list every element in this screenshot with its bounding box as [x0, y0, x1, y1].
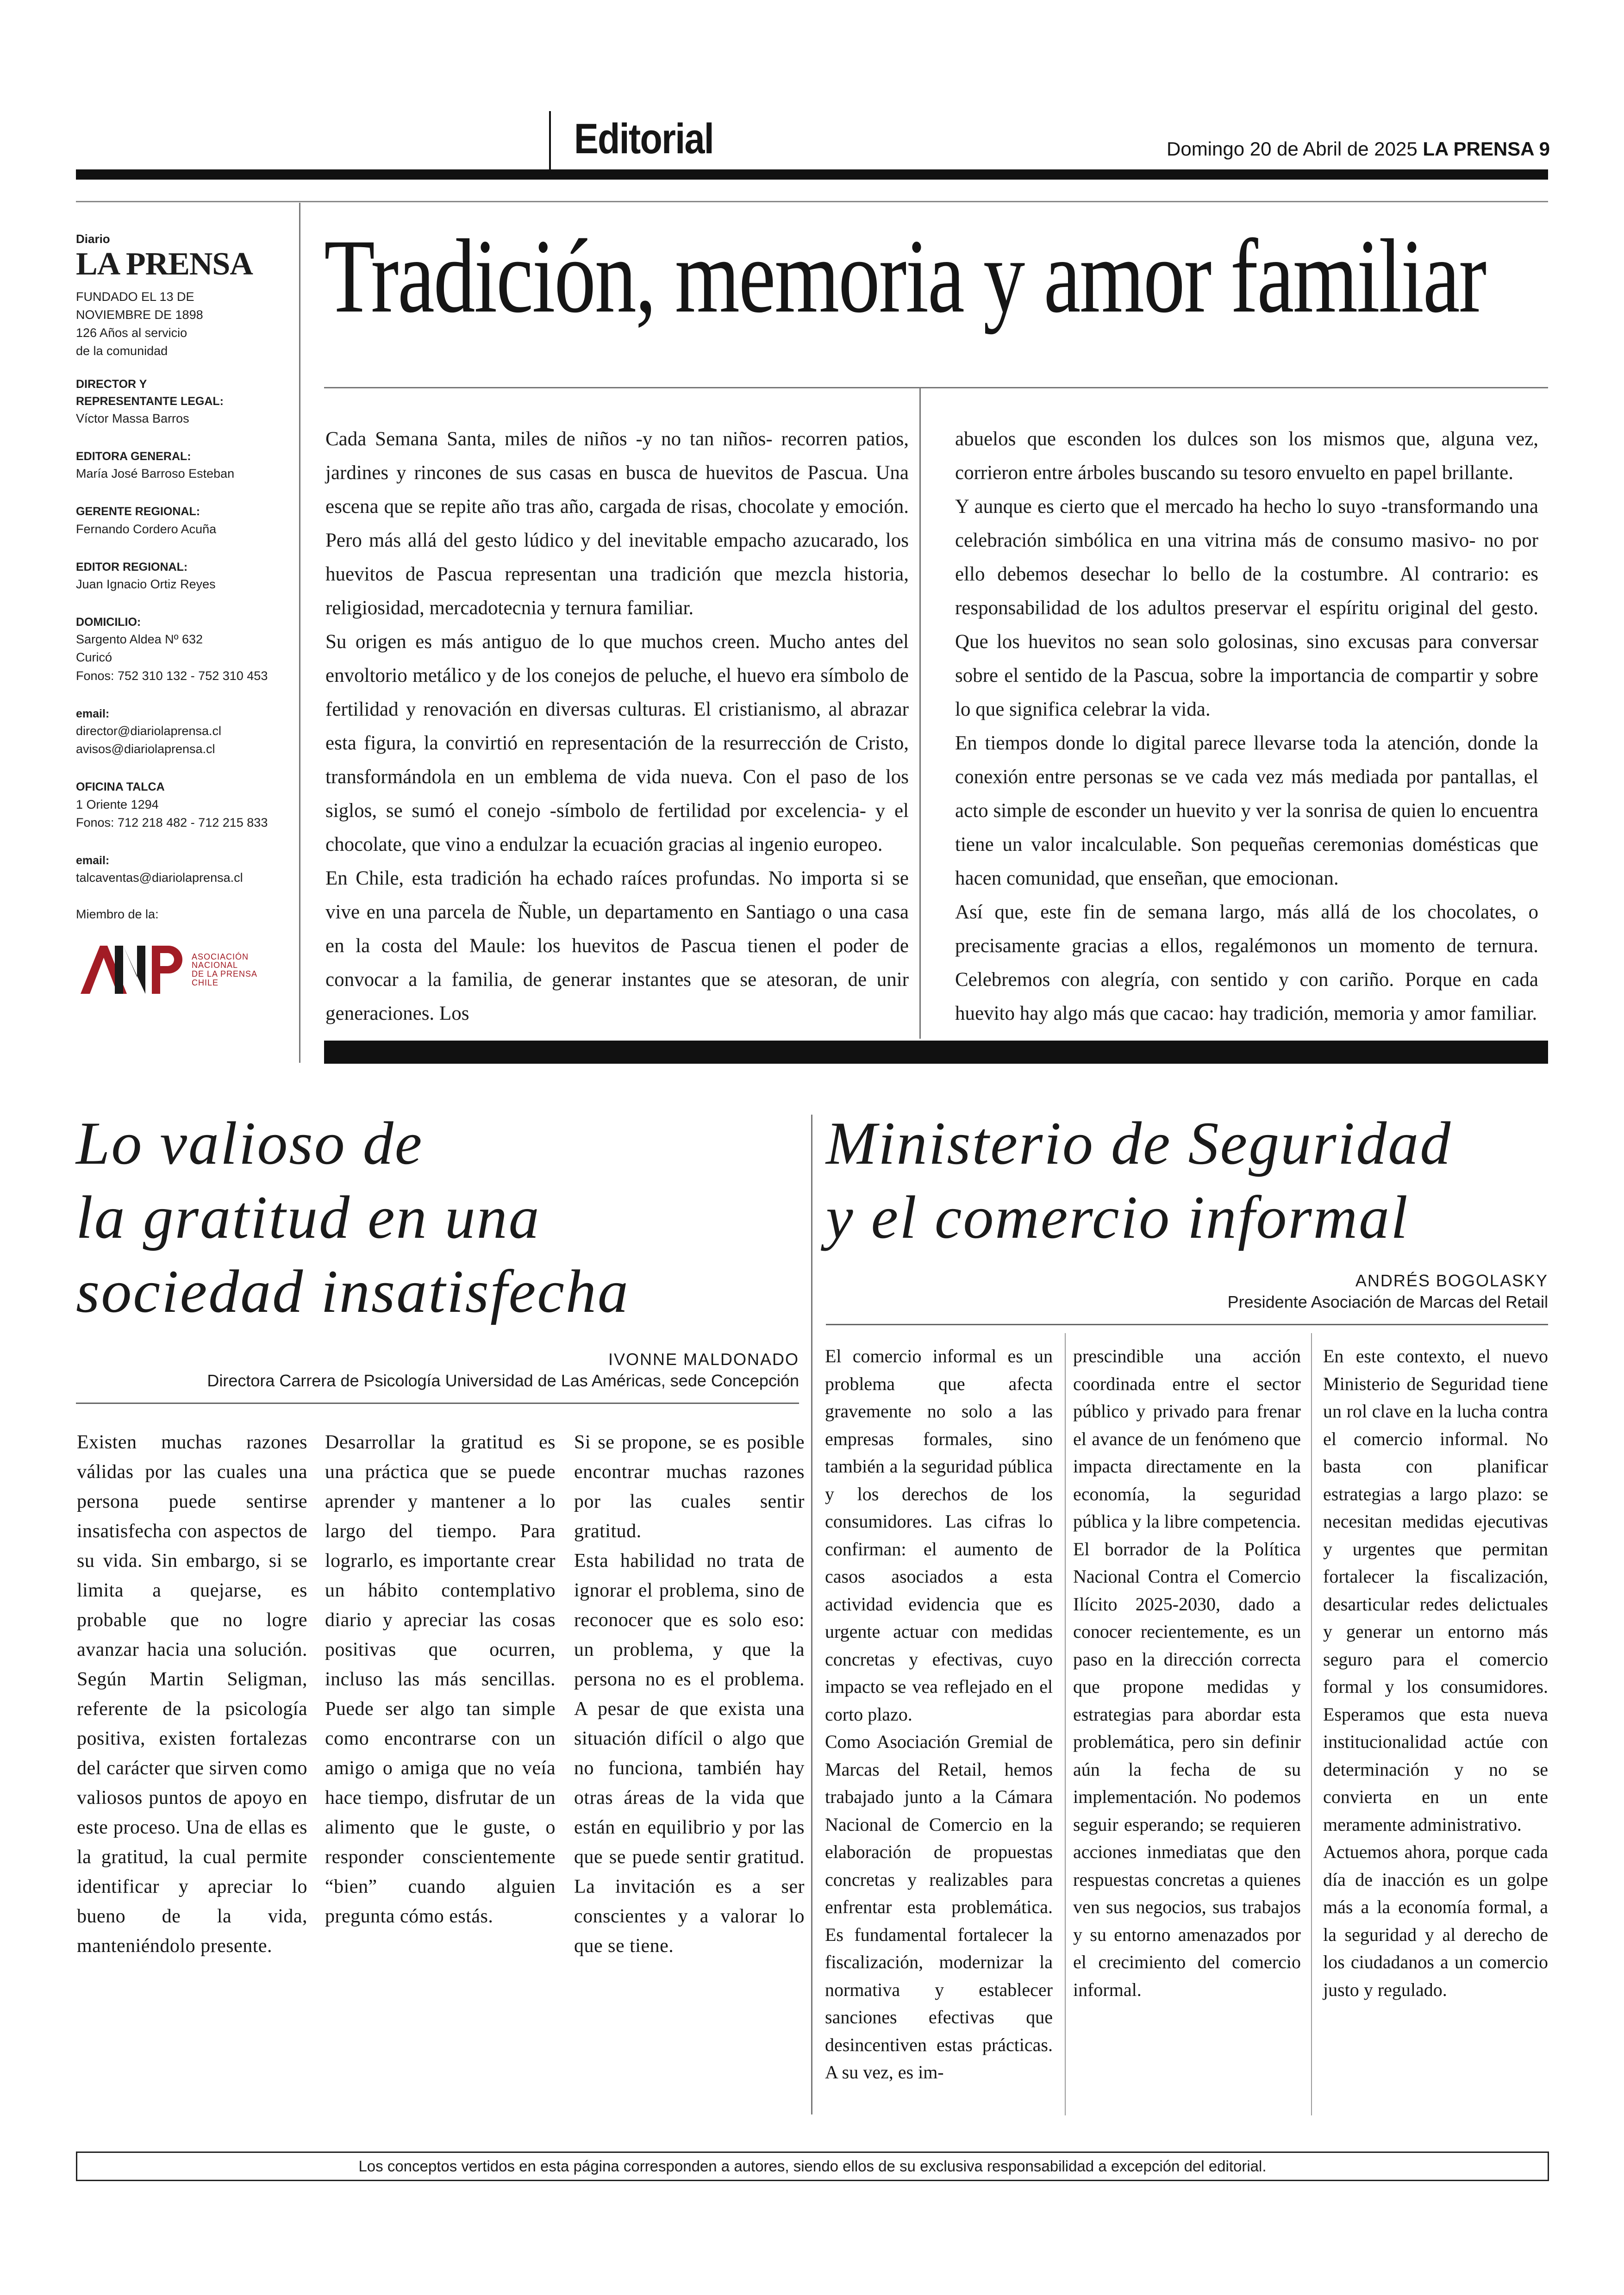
email-link[interactable]: avisos@diariolaprensa.cl [76, 742, 215, 756]
editora-label: EDITORA GENERAL: [76, 449, 191, 463]
masthead-kicker: Diario [76, 232, 110, 246]
op2-column-divider [1065, 1333, 1066, 2115]
op2-column-1 [825, 1342, 1053, 2086]
paragraph: En tiempos donde lo digital parece llevarse toda la atención, donde la conexión entre personas se ve cada vez más mediada por pantallas, el acto simple de esconder un huevito y ver la sonrisa de quien lo encuentra tiene un valor incalculable. Son pequeñas ceremonias domésticas que hacen comunidad, que enseñan, que emocionan. [955, 732, 1538, 889]
paragraph: Su origen es más antiguo de lo que muchos creen. Mucho antes del envoltorio metálico y de los conejos de peluche, el huevo era símbolo de fertilidad y renovación en diversas culturas. El cristianismo, al abrazar esta figura, la convirtió en representación de la resurrección de Cristo, transformándola en un emblema de vida nueva. Con el paso de los siglos, se sumó el conejo -símbolo de fertilidad por excelencia- y el chocolate, que vino a endulzar la ecuación gracias al ingenio europeo. [325, 631, 909, 855]
header-separator [549, 111, 551, 170]
op1-column-1 [77, 1428, 307, 1961]
op2-column-2 [1073, 1342, 1301, 2003]
talca-label: OFICINA TALCA [76, 780, 165, 794]
email-link[interactable]: director@diariolaprensa.cl [76, 723, 222, 738]
editorial-rule [324, 387, 1548, 388]
anp-logo-mark [76, 942, 187, 998]
editor-name: Juan Ignacio Ortiz Reyes [76, 577, 216, 591]
op1-headline: Lo valioso de la gratitud en una sociedad insatisfecha [76, 1109, 630, 1325]
talca-info: 1 Oriente 1294 Fonos: 712 218 482 - 712 215 833 [76, 797, 268, 829]
paragraph: Esta habilidad no trata de ignorar el problema, sino de reconocer que es solo eso: un problema, y que la persona no es el problema. A pesar de que exista una situación difícil o algo que no funciona, también hay otras áreas de la vida que están en equilibrio y por las que se puede sentir gratitud. La invitación es a ser conscientes y a valorar lo que se tiene. [574, 1550, 805, 1957]
editorial-column-1 [325, 422, 909, 1030]
editorial-column-2 [955, 422, 1538, 1030]
paragraph: Así que, este fin de semana largo, más allá de los chocolates, o precisamente gracias a ellos, regalémonos un momento de ternura. Celebremos con alegría, con sentido y con cariño. Porque en cada huevito hay algo más que cacao: hay tradición, memoria y amor familiar. [955, 901, 1538, 1024]
footer-disclaimer: Los conceptos vertidos en esta página corresponden a autores, siendo ellos de su exclusiva responsabilidad a excepción del editorial. [76, 2152, 1549, 2181]
paragraph: Cada Semana Santa, miles de niños -y no tan niños- recorren patios, jardines y rincones de sus casas en busca de huevitos de Pascua. Una escena que se repite año tras año, cargada de risas, chocolate y emoción. Pero más allá del gesto lúdico y del inevitable empacho azucarado, los huevitos de Pascua representan una tradición que mezcla historia, religiosidad, mercadotecnia y ternura familiar. [325, 428, 909, 619]
section-title: Editorial [574, 115, 714, 162]
masthead-logo: LA PRENSA [76, 246, 253, 282]
paragraph: Existen muchas razones válidas por las cuales una persona puede sentirse insatisfecha con aspectos de su vida. Sin embargo, si se limita a quejarse, es probable que no logre avanzar hacia una solución. Según Martin Seligman, referente de la psicología positiva, existen fortalezas del carácter que sirven como valiosos puntos de apoyo en este proceso. Una de ellas es la gratitud, la cual permite identificar y apreciar lo bueno de la vida, manteniéndolo presente. [77, 1432, 307, 1957]
op2-column-divider [1311, 1333, 1312, 2115]
paragraph: Si se propone, se es posible encontrar muchas razones por las cuales sentir gratitud. [574, 1432, 805, 1542]
gerente-name: Fernando Cordero Acuña [76, 522, 217, 536]
opinion-divider [811, 1115, 812, 2114]
paragraph: Desarrollar la gratitud es una práctica que se puede aprender y mantener a lo largo del tiempo. Para lograrlo, es importante crear un hábito contemplativo diario y apreciar las cosas positivas que ocurren, incluso las más sencillas. Puede ser algo tan simple como encontrarse con un amigo o amiga que no veía hace tiempo, disfrutar de un alimento que le guste, o responder conscientemente “bien” cuando alguien pregunta cómo estás. [325, 1432, 556, 1927]
domicilio-info: Sargento Aldea Nº 632 Curicó Fonos: 752 310 132 - 752 310 453 [76, 632, 268, 683]
op1-rule [76, 1403, 799, 1404]
editorial-column-divider [919, 388, 921, 1039]
op2-byline [1228, 1270, 1548, 1313]
anp-caption: ASOCIACIÓN NACIONAL DE LA PRENSA CHILE [192, 952, 258, 988]
page-number: LA PRENSA 9 [1423, 138, 1550, 160]
op2-author: ANDRÉS BOGOLASKY [1355, 1271, 1548, 1290]
editor-label: EDITOR REGIONAL: [76, 560, 188, 574]
paragraph: abuelos que esconden los dulces son los mismos que, alguna vez, corrieron entre árboles buscando su tesoro envuelto en papel brillante. [955, 428, 1538, 484]
editora-name: María José Barroso Esteban [76, 467, 235, 481]
masthead-sidebar [76, 231, 294, 998]
op2-author-role: Presidente Asociación de Marcas del Retail [1227, 1292, 1548, 1311]
email2-label: email: [76, 854, 110, 867]
domicilio-label: DOMICILIO: [76, 616, 141, 629]
email-link[interactable]: talcaventas@diariolaprensa.cl [76, 871, 243, 885]
paragraph: En Chile, esta tradición ha echado raíces profundas. No importa si se vive en una parcela de Ñuble, un departamento en Santiago o una casa en la costa del Maule: los huevitos de Pascua tienen el poder de convocar a la familia, de generar instantes que se atesoran, de unir generaciones. Los [325, 867, 909, 1024]
anp-letters: ANP [76, 942, 77, 943]
member-label: Miembro de la: [76, 907, 159, 922]
editorial-bottom-bar [324, 1041, 1548, 1064]
op2-headline: Ministerio de Seguridad y el comercio informal [826, 1109, 1452, 1251]
paragraph: El borrador de la Política Nacional Contra el Comercio Ilícito 2025-2030, dado a conocer recientemente, es un paso en la dirección correcta que propone medidas y estrategias para abordar esta problemática, pero sin definir aún la fecha de su implementación. No podemos seguir esperando; se requieren acciones inmediatas que den respuestas concretas a quienes ven sus negocios, sus trabajos y su entorno amenazados por el crecimiento del comercio informal. [1073, 1538, 1301, 2000]
director-label: DIRECTOR Y REPRESENTANTE LEGAL: [76, 378, 224, 408]
op1-column-3 [574, 1428, 805, 1961]
editorial-headline: Tradición, memoria y amor familiar [324, 218, 1486, 335]
op1-author-role: Directora Carrera de Psicología Universidad de Las Américas, sede Concepción [207, 1371, 799, 1390]
email-label: email: [76, 707, 110, 720]
op1-column-2 [325, 1428, 556, 1931]
issue-date: Domingo 20 de Abril de 2025 [1167, 138, 1418, 160]
paragraph: En este contexto, el nuevo Ministerio de Seguridad tiene un rol clave en la lucha contra el comercio informal. No basta con planificar estrategias a largo plazo: se necesitan medidas ejecutivas y urgentes que permitan fortalecer la fiscalización, desarticular redes delictuales y generar un entorno más seguro para el comercio formal y los consumidores. Esperamos que esta nueva institucionalidad actúe con determinación y no se convierta en un ente meramente administrativo. [1323, 1346, 1548, 1835]
header-rule [76, 169, 1548, 180]
op1-byline [207, 1349, 799, 1391]
gerente-label: GERENTE REGIONAL: [76, 505, 200, 518]
email-list [76, 722, 294, 758]
op2-column-3 [1323, 1342, 1548, 2003]
op1-author: IVONNE MALDONADO [608, 1350, 799, 1369]
founded-info: FUNDADO EL 13 DE NOVIEMBRE DE 1898 126 Años al servicio de la comunidad [76, 289, 203, 358]
paragraph: El comercio informal es un problema que afecta gravemente no solo a las empresas formales, sino también a la seguridad pública y los derechos de los consumidores. Las cifras lo confirman: el aumento de casos asociados a esta actividad evidencia que es urgente actuar con medidas concretas y efectivas, cuyo impacto se vea reflejado en el corto plazo. [825, 1346, 1053, 1725]
page-header-info [1167, 138, 1550, 160]
paragraph: Actuemos ahora, porque cada día de inacción es un golpe más a la economía formal, a la seguridad y al derecho de los ciudadanos a un comercio justo y regulado. [1323, 1841, 1548, 2000]
paragraph: Como Asociación Gremial de Marcas del Retail, hemos trabajado junto a la Cámara Nacional de Comercio en la elaboración de propuestas concretas y realizables para enfrentar esta problemática. Es fundamental fortalecer la fiscalización, modernizar la normativa y establecer sanciones efectivas que desincentiven estas prácticas. A su vez, es im- [825, 1731, 1053, 2083]
director-name: Víctor Massa Barros [76, 411, 189, 425]
paragraph: Y aunque es cierto que el mercado ha hecho lo suyo -transformando una celebración simbólica en una vitrina más de consumo masivo- no por ello debemos desechar lo bello de la costumbre. Al contrario: es responsabilidad de los adultos preservar el espíritu original del gesto. Que los huevitos no sean solo golosinas, sino excusas para conversar sobre el sentido de la Pascua, sobre la importancia de compartir y sobre lo que significa celebrar la vida. [955, 496, 1538, 720]
anp-logo [76, 942, 294, 998]
op2-rule [826, 1324, 1548, 1325]
paragraph: prescindible una acción coordinada entre el sector público y privado para frenar el avance de un fenómeno que impacta directamente en la economía, la seguridad pública y la libre competencia. [1073, 1346, 1301, 1532]
sidebar-divider [299, 203, 300, 1063]
header-thin-rule [76, 201, 1548, 202]
